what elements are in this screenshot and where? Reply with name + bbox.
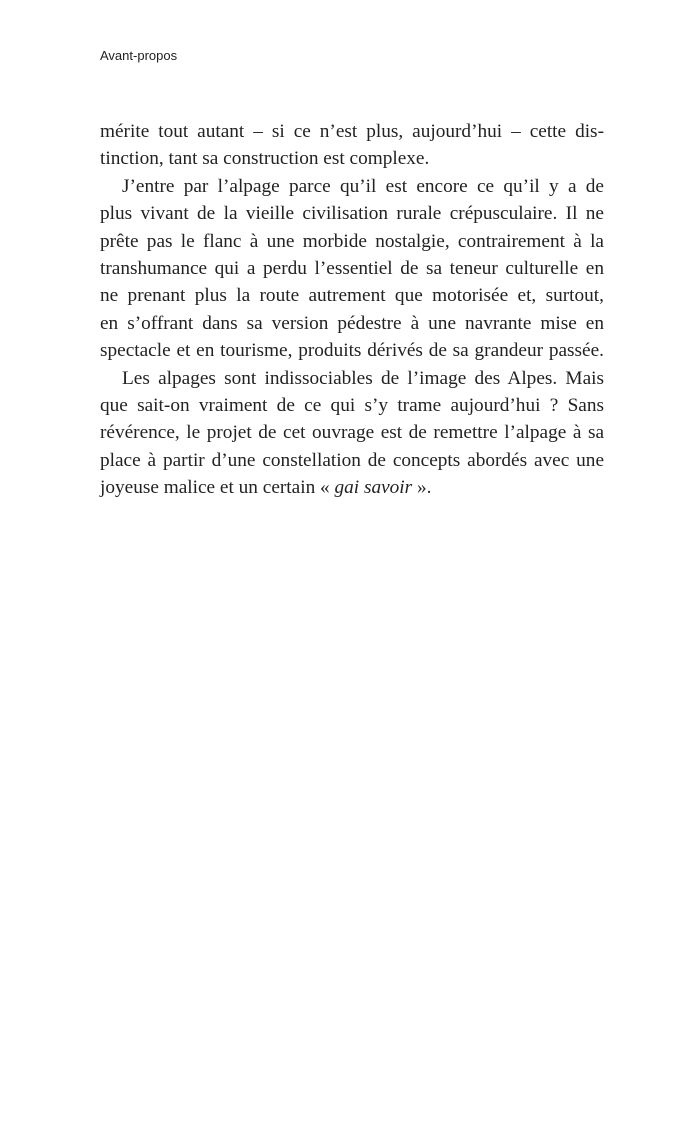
text-line: Les alpages sont indissociables de l’image des Alpes. Mais xyxy=(122,367,604,389)
text-line: plus vivant de la vieille civilisation rurale crépusculaire. Il ne xyxy=(100,203,604,225)
body-text xyxy=(100,118,604,501)
text-line: prête pas le flanc à une morbide nostalgie, contrairement à la xyxy=(100,230,604,252)
text-line: révérence, le projet de cet ouvrage est de remettre l’alpage à sa xyxy=(100,422,604,444)
final-line-text: joyeuse malice et un certain « xyxy=(100,477,335,499)
final-line-end: ». xyxy=(412,477,432,499)
italic-phrase: gai savoir xyxy=(334,477,413,499)
text-line: en s’offrant dans sa version pédestre à une navrante mise en xyxy=(100,312,604,334)
text-line: tinction, tant sa construction est complexe. xyxy=(100,148,430,170)
text-line: ne prenant plus la route autrement que motorisée et, surtout, xyxy=(100,285,604,307)
text-line-final xyxy=(100,474,604,501)
text-line: mérite tout autant – si ce n’est plus, aujourd’hui – cette dis- xyxy=(100,121,604,142)
text-line: J’entre par l’alpage parce qu’il est encore ce qu’il y a de xyxy=(122,175,604,197)
text-line: que sait-on vraiment de ce qui s’y trame aujourd’hui ? Sans xyxy=(100,394,604,416)
text-line: spectacle et en tourisme, produits dérivés de sa grandeur passée. xyxy=(100,340,604,362)
text-line: place à partir d’une constellation de concepts abordés avec une xyxy=(100,449,604,471)
text-line: transhumance qui a perdu l’essentiel de sa teneur culturelle en xyxy=(100,257,604,279)
running-header: Avant-propos xyxy=(100,48,178,63)
